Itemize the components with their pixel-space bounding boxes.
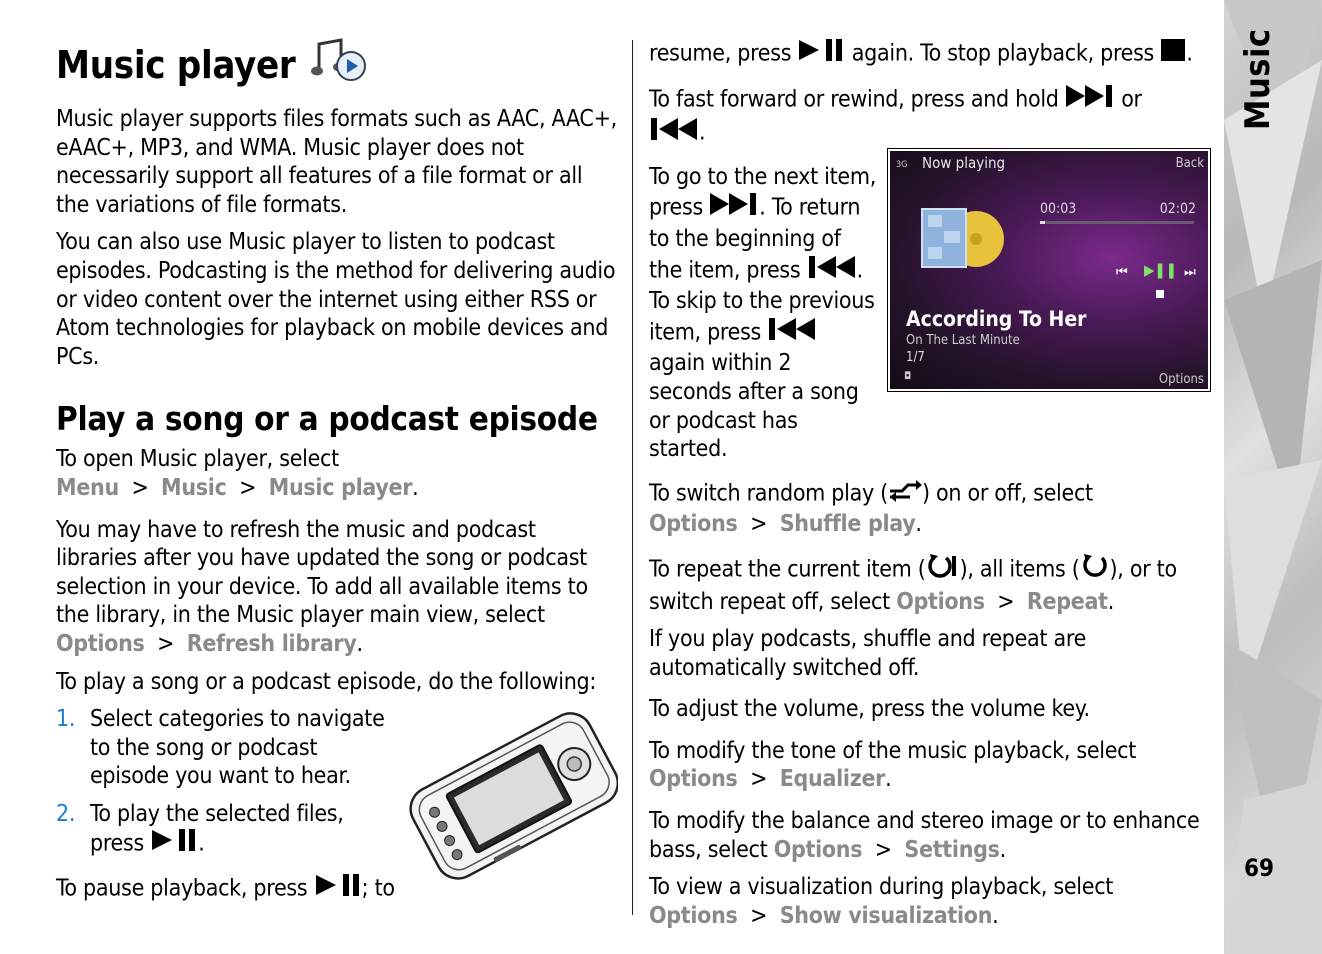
total-time: 02:02 <box>1159 201 1196 217</box>
album-name: On The Last Minute <box>906 333 1020 348</box>
menu-path-options: Options <box>649 766 738 793</box>
stop-control-icon <box>1156 290 1164 298</box>
repeat-paragraph: To repeat the current item ( ), all items ( ), or to switch repeat off, select Options > Repeat. <box>649 552 1211 616</box>
menu-path-music-player: Music player <box>268 474 413 501</box>
music-player-icon <box>311 36 369 93</box>
visualization-paragraph: To view a visualization during playback, select Options > Show visualization. <box>649 874 1114 929</box>
intro-paragraph: Music player supports files formats such as AAC, AAC+, eAAC+, MP3, and WMA. Music player does not necessarily support all features of a file format or all the variations of file formats. <box>56 106 617 218</box>
podcast-paragraph: You can also use Music player to listen to podcast episodes. Podcasting is the method for delivering audio or video content over the internet using either RSS or Atom technologies for playback on mobile devices and PCs. <box>56 229 616 370</box>
volume-paragraph: To adjust the volume, press the volume key. <box>649 696 1090 723</box>
text-run: again. To stop playback, press <box>851 40 1155 67</box>
menu-path-options: Options <box>649 511 738 538</box>
text-run: To pause playback, press <box>56 875 308 902</box>
previous-icon <box>807 254 857 288</box>
menu-path-music: Music <box>161 474 227 501</box>
section-heading: Play a song or a podcast episode <box>56 399 598 439</box>
album-art <box>920 203 980 269</box>
text-run: . To skip to the previous item, press <box>649 256 875 346</box>
equalizer-paragraph: To modify the tone of the music playback, select Options > Equalizer. <box>649 737 1137 793</box>
text-run: or <box>1121 85 1142 112</box>
menu-path-options: Options <box>896 588 985 615</box>
page-title: Music player <box>56 42 296 87</box>
section-title-vertical: Music <box>1238 28 1278 130</box>
next-icon <box>709 191 759 225</box>
menu-path-refresh-library: Refresh library <box>186 630 357 657</box>
play-pause-icon <box>150 828 198 860</box>
column-divider <box>632 40 633 915</box>
device-illustration <box>404 694 618 894</box>
text-run: To play the selected files, press <box>90 800 344 857</box>
stop-icon <box>1160 38 1186 70</box>
elapsed-time: 00:03 <box>1040 201 1077 217</box>
chapter-sidebar <box>1224 0 1322 954</box>
play-paragraph: To play a song or a podcast episode, do the following: <box>56 668 597 695</box>
lock-icon: ◘ <box>904 371 912 382</box>
text-run: To view a visualization during playback, select <box>649 874 1114 901</box>
text-run: again within 2 seconds after a song or podcast has started. <box>649 350 859 463</box>
menu-path-show-visualization: Show visualization <box>779 902 993 929</box>
list-number: 1. <box>56 706 76 733</box>
song-title: According To Her <box>906 307 1087 331</box>
text-run: To go to the next item, press <box>649 163 876 221</box>
text-run: To fast forward or rewind, press and hold <box>649 85 1059 112</box>
text-run: . To return to the beginning of the item, press <box>649 194 861 283</box>
text-run: You may have to refresh the music and podcast libraries after you have updated the song or podcast selection in your device. To add all available items to the library, in the Music player main view, select <box>56 516 588 629</box>
list-text: Select categories to navigate to the song or podcast episode you want to hear. <box>90 706 385 790</box>
play-pause-control-icon: ▶❚❚ <box>1144 261 1177 279</box>
balance-paragraph: To modify the balance and stereo image or to enhance bass, select Options > Settings. <box>649 808 1200 863</box>
navigation-paragraph <box>649 163 877 464</box>
menu-path-settings: Settings <box>904 836 1000 863</box>
repeat-all-icon <box>1080 552 1110 588</box>
text-run: ) on or off, select <box>921 480 1093 507</box>
back-softkey: Back <box>1175 156 1204 171</box>
repeat-one-icon <box>926 552 960 588</box>
resume-paragraph: resume, press again. To stop playback, press . <box>649 38 1211 70</box>
menu-path-options: Options <box>649 902 738 929</box>
now-playing-screen <box>890 151 1208 389</box>
podcast-note-paragraph: If you play podcasts, shuffle and repeat are automatically switched off. <box>649 626 1087 681</box>
page-heading <box>56 36 618 93</box>
menu-path-shuffle-play: Shuffle play <box>779 511 916 538</box>
text-run: ), all items ( <box>959 556 1080 583</box>
text-run: ), or to switch repeat off, select <box>649 556 1177 615</box>
text-run: To modify the balance and stereo image or to enhance bass, select <box>649 808 1200 863</box>
fast-forward-paragraph: To fast forward or rewind, press and hold or . <box>649 83 1211 150</box>
previous-icon <box>767 316 817 350</box>
open-player-paragraph: To open Music player, select Menu > Music > Music player. <box>56 446 419 501</box>
text-run: To repeat the current item ( <box>649 556 926 583</box>
page-number: 69 <box>1244 854 1275 882</box>
menu-path-options: Options <box>56 630 145 657</box>
text-run: To modify the tone of the music playback, select <box>649 737 1137 764</box>
previous-track-icon: ⏮ <box>1116 265 1128 280</box>
progress-track <box>1040 221 1194 224</box>
next-track-icon: ⏭ <box>1184 265 1196 280</box>
text-run: resume, press <box>649 40 792 67</box>
text-run: ; to <box>361 875 395 902</box>
track-number: 1/7 <box>906 350 925 365</box>
menu-path-options: Options <box>773 836 863 863</box>
list-item <box>56 705 396 791</box>
shuffle-paragraph: To switch random play ( ) on or off, select Options > Shuffle play. <box>649 477 1211 539</box>
now-playing-screenshot <box>887 148 1211 392</box>
menu-path-equalizer: Equalizer <box>779 766 886 793</box>
list-number: 2. <box>56 800 76 827</box>
list-text: To play the selected files, press . <box>90 800 396 860</box>
play-pause-icon <box>314 873 362 905</box>
fast-forward-icon <box>1065 83 1115 117</box>
screen-title: Now playing <box>922 154 1006 172</box>
shuffle-icon <box>888 477 922 511</box>
network-status: 3G <box>896 160 908 170</box>
progress-fill <box>1040 221 1045 224</box>
menu-path-repeat: Repeat <box>1026 588 1108 615</box>
menu-path-menu: Menu <box>56 474 119 501</box>
list-item <box>56 800 396 860</box>
refresh-paragraph: You may have to refresh the music and podcast libraries after you have updated the song or podcast selection in your device. To add all available items to the library, in the Music player main view, select Options > Refresh library. <box>56 516 588 657</box>
text-run: To open Music player, select <box>56 446 339 473</box>
rewind-icon <box>649 116 699 150</box>
sidebar-facets <box>1224 0 1322 954</box>
play-pause-icon <box>797 38 845 70</box>
options-softkey: Options <box>1158 372 1204 387</box>
text-run: To switch random play ( <box>649 480 888 507</box>
